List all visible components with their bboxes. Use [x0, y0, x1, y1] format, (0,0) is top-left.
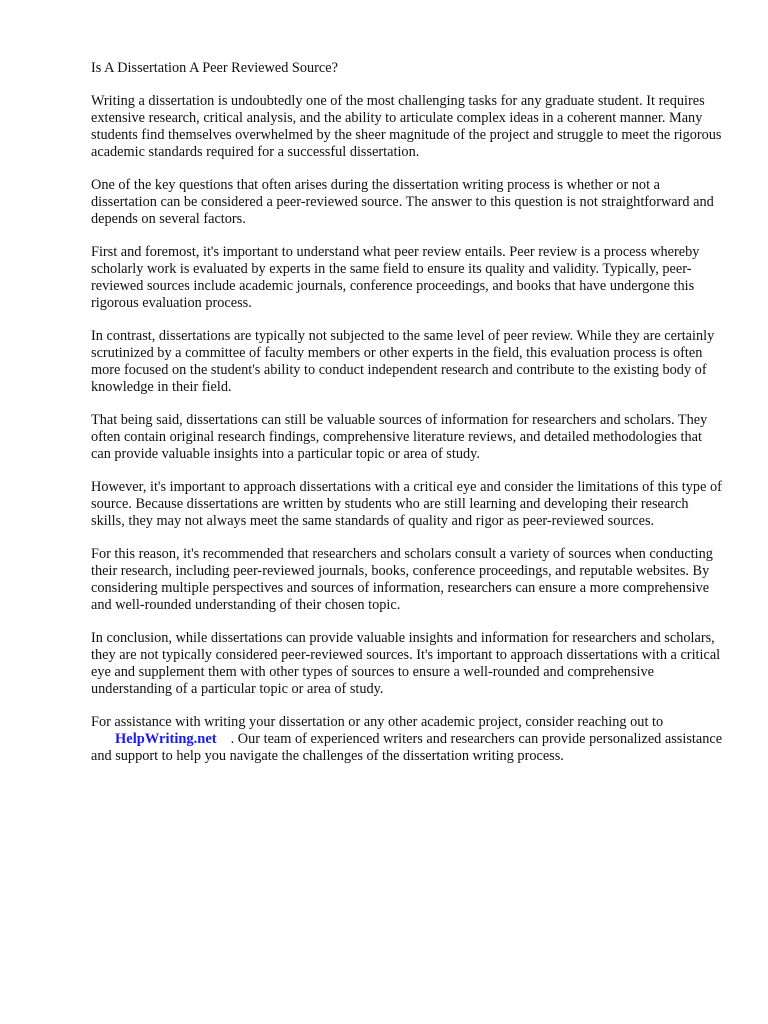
- paragraph-8: In conclusion, while dissertations can provide valuable insights and information for researchers and scholars, they are not typically considered peer-reviewed sources. It's important to approach dissertations with a critical eye and supplement them with other types of sources to ensure a well-rounded and comprehensive understanding of a particular topic or area of study.: [91, 630, 721, 697]
- document-title: Is A Dissertation A Peer Reviewed Source?: [91, 60, 338, 76]
- paragraph-1: Writing a dissertation is undoubtedly one of the most challenging tasks for any graduate student. It requires extensive research, critical analysis, and the ability to articulate complex ideas in a coherent manner. Many students find themselves overwhelmed by the sheer magnitude of the project and struggle to meet the rigorous academic standards required for a successful dissertation.: [91, 93, 722, 160]
- paragraph-5: That being said, dissertations can still be valuable sources of information for researchers and scholars. They often contain original research findings, comprehensive literature reviews, and detailed methodologies that can provide valuable insights into a particular topic or area of study.: [91, 412, 708, 462]
- paragraph-3: First and foremost, it's important to understand what peer review entails. Peer review is a process whereby scholarly work is evaluated by experts in the same field to ensure its quality and validity. Typically, peer-reviewed sources include academic journals, conference proceedings, and books that have undergone this rigorous evaluation process.: [91, 244, 700, 311]
- document-page: [91, 60, 723, 781]
- closing-text-before-link: For assistance with writing your dissertation or any other academic project, consider reaching out to: [91, 714, 664, 730]
- paragraph-4: In contrast, dissertations are typically not subjected to the same level of peer review. While they are certainly scrutinized by a committee of faculty members or other experts in the field, this evaluation process is often more focused on the student's ability to conduct independent research and contribute to the existing body of knowledge in their field.: [91, 328, 715, 395]
- paragraph-7: For this reason, it's recommended that researchers and scholars consult a variety of sources when conducting their research, including peer-reviewed journals, books, conference proceedings, and reputable websites. By considering multiple perspectives and sources of information, researchers can ensure a more comprehensive and well-rounded understanding of their chosen topic.: [91, 546, 713, 613]
- closing-paragraph: [91, 714, 723, 765]
- paragraph-6: However, it's important to approach dissertations with a critical eye and consider the limitations of this type of source. Because dissertations are written by students who are still learning and developing their research skills, they may not always meet the same standards of quality and rigor as peer-reviewed sources.: [91, 479, 722, 529]
- paragraph-2: One of the key questions that often arises during the dissertation writing process is whether or not a dissertation can be considered a peer-reviewed source. The answer to this question is not straightforward and depends on several factors.: [91, 177, 714, 227]
- helpwriting-link[interactable]: HelpWriting.net: [115, 731, 217, 747]
- closing-text-after-link: . Our team of experienced writers and researchers can provide personalized assistance and support to help you navigate the challenges of the dissertation writing process.: [91, 731, 723, 764]
